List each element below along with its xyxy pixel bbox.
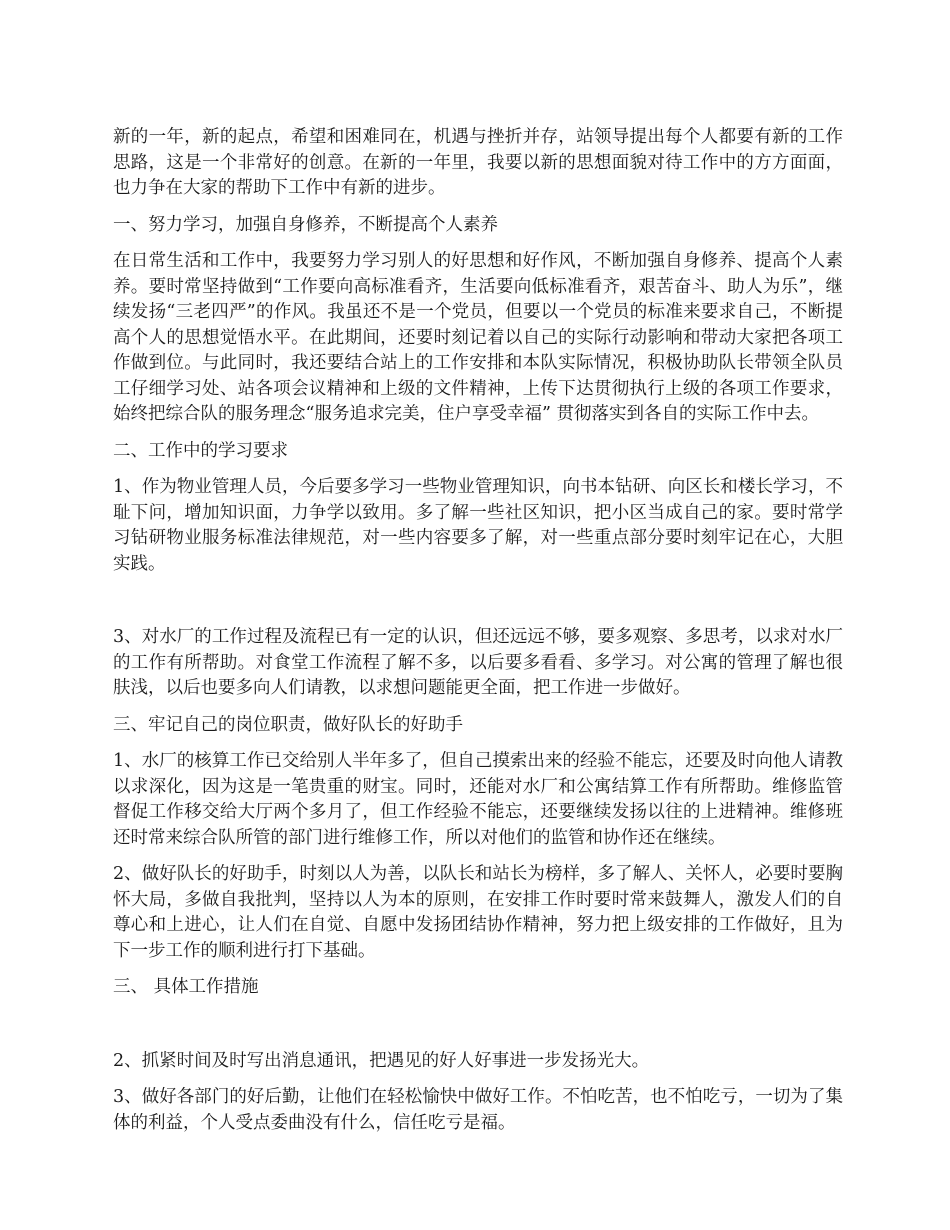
section-4-item-3: 3、做好各部门的好后勤，让他们在轻松愉快中做好工作。不怕吃苦，也不怕吃亏，一切为了集体的利益，个人受点委曲没有什么，信任吃亏是福。: [113, 1087, 843, 1133]
section-3-item-1: 1、水厂的核算工作已交给别人半年多了，但自己摸索出来的经验不能忘，还要及时向他人请教以求深化，因为这是一笔贵重的财宝。同时，还能对水厂和公寓结算工作有所帮助。维修监管督促工作移交给大厅两个多月了，但工作经验不能忘，还要继续发扬以往的上进精神。维修班还时常来综合队所管的部门进行维修工作，所以对他们的监管和协作还在继续。: [113, 751, 843, 848]
section-heading-3: 三、牢记自己的岗位职责，做好队长的好助手: [113, 714, 463, 735]
section-1-paragraph: 在日常生活和工作中，我要努力学习别人的好思想和好作风，不断加强自身修养、提高个人素养。要时常坚持做到“工作要向高标准看齐，生活要向低标准看齐，艰苦奋斗、助人为乐”，继续发扬“三老四严”的作风。我虽还不是一个党员，但要以一个党员的标准来要求自己，不断提高个人的思想觉悟水平。在此期间，还要时刻记着以自己的实际行动影响和带动大家把各项工作做到位。与此同时，我还要结合站上的工作安排和本队实际情况，积极协助队长带领全队员工仔细学习处、站各项会议精神和上级的文件精神，上传下达贯彻执行上级的各项工作要求，始终把综合队的服务理念“服务追求完美，住户享受幸福” 贯彻落实到各自的实际工作中去。: [113, 251, 843, 424]
intro-paragraph: 新的一年，新的起点，希望和困难同在，机遇与挫折并存，站领导提出每个人都要有新的工作思路，这是一个非常好的创意。在新的一年里，我要以新的思想面貌对待工作中的方方面面，也力争在大家的帮助下工作中有新的进步。: [113, 127, 843, 198]
section-heading-4: 三、 具体工作措施: [113, 977, 259, 997]
section-3-item-2: 2、做好队长的好助手，时刻以人为善，以队长和站长为榜样，多了解人、关怀人，必要时要胸怀大局，多做自我批判，坚持以人为本的原则，在安排工作时要时常来鼓舞人，激发人们的自尊心和上进心，让人们在自觉、自愿中发扬团结协作精神，努力把上级安排的工作做好，且为下一步工作的顺利进行打下基础。: [113, 864, 843, 961]
blank-gap: [113, 1012, 843, 1049]
section-2-item-3: 3、对水厂的工作过程及流程已有一定的认识，但还远远不够，要多观察、多思考，以求对水厂的工作有所帮助。对食堂工作流程了解不多，以后要多看看、多学习。对公寓的管理了解也很肤浅，以后也要多向人们请教，以求想问题能更全面，把工作进一步做好。: [113, 627, 843, 698]
section-heading-2: 二、工作中的学习要求: [113, 440, 288, 461]
section-heading-1: 一、努力学习，加强自身修养，不断提高个人素养: [113, 214, 498, 235]
blank-gap: [113, 588, 843, 625]
section-4-item-2: 2、抓紧时间及时写出消息通讯，把遇见的好人好事进一步发扬光大。: [113, 1050, 650, 1071]
section-2-item-1: 1、作为物业管理人员，今后要多学习一些物业管理知识，向书本钻研、向区长和楼长学习，不耻下问，增加知识面，力争学以致用。多了解一些社区知识，把小区当成自己的家。要时常学习钻研物业服务标准法律规范，对一些内容要多了解，对一些重点部分要时刻牢记在心，大胆实践。: [113, 477, 843, 574]
document-body: [113, 125, 843, 1147]
